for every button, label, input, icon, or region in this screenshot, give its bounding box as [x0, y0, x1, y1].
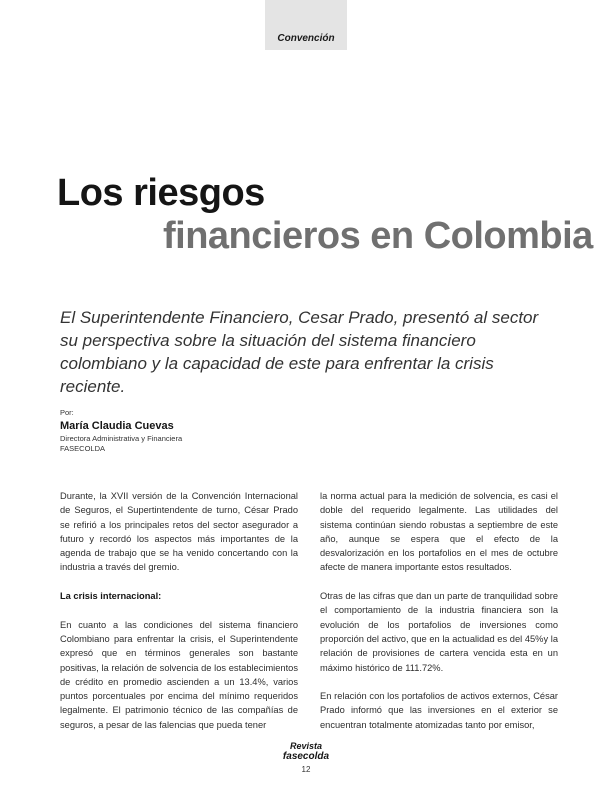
body-column-left	[60, 489, 298, 732]
section-tab	[265, 0, 347, 50]
byline	[60, 408, 182, 454]
body-paragraph: En relación con los portafolios de activos externos, César Prado informó que las inversiones en el exterior se encuentran totalmente atomizadas tanto por emisor,	[320, 691, 558, 730]
body-paragraph: En cuanto a las condiciones del sistema financiero Colombiano para enfrentar la crisis, el Superintendente expresó que en términos generales son bastante positivas, la relación de solvencia de los establecimientos de crédito en promedio ascienden a un 13.4%, varios puntos porcentuales por encima del mínimo requeridos legalmente. El patrimonio técnico de las compañías de seguros, a pesar de las falencias que pueda tener	[60, 619, 298, 730]
author-org: FASECOLDA	[60, 444, 106, 453]
body-paragraph: Otras de las cifras que dan un parte de tranquilidad sobre el comportamiento de la industria financiera son la evolución de los portafolios de inversiones como proporción del activo, que en la actualidad es del 45%y la relación de provisiones de cartera vencida esta en un máximo histórico de 111.72%.	[320, 591, 558, 673]
logo-line-1: Revista	[289, 741, 323, 751]
magazine-logo	[278, 741, 334, 762]
article-title-line-1: Los riesgos	[57, 172, 265, 214]
body-paragraph: Durante, la XVII versión de la Convención Internacional de Seguros, el Supertintendente de turno, César Prado se refirió a los principales retos del sector asegurador a futuro y recordó los aspectos más importantes de la agenda de trabajo que se ha venido concertando con la industria a través del gremio.	[60, 491, 298, 573]
logo-line-2: fasecolda	[282, 751, 330, 762]
author-name: María Claudia Cuevas	[60, 420, 174, 432]
article-title-line-2: financieros en Colombia	[163, 215, 593, 257]
author-role: Directora Administrativa y Financiera	[60, 434, 183, 443]
section-label: Convención	[277, 33, 335, 44]
article-lead: El Superintendente Financiero, Cesar Prado, presentó al sector su perspectiva sobre la situación del sistema financiero colombiano y la capacidad de este para enfrentar la crisis reciente.	[60, 308, 539, 396]
section-subheading: La crisis internacional:	[60, 591, 162, 602]
body-column-right	[320, 489, 558, 732]
page-number: 12	[301, 765, 311, 774]
body-paragraph: la norma actual para la medición de solvencia, es casi el doble del requerido legalmente. Las utilidades del sistema continúan siendo robustas a septiembre de este año, aunque se espera que el efecto de la desvalorización en los portafolios en el mes de octubre afecte de manera importante estos resultados.	[320, 491, 558, 573]
byline-label: Por:	[60, 408, 74, 417]
